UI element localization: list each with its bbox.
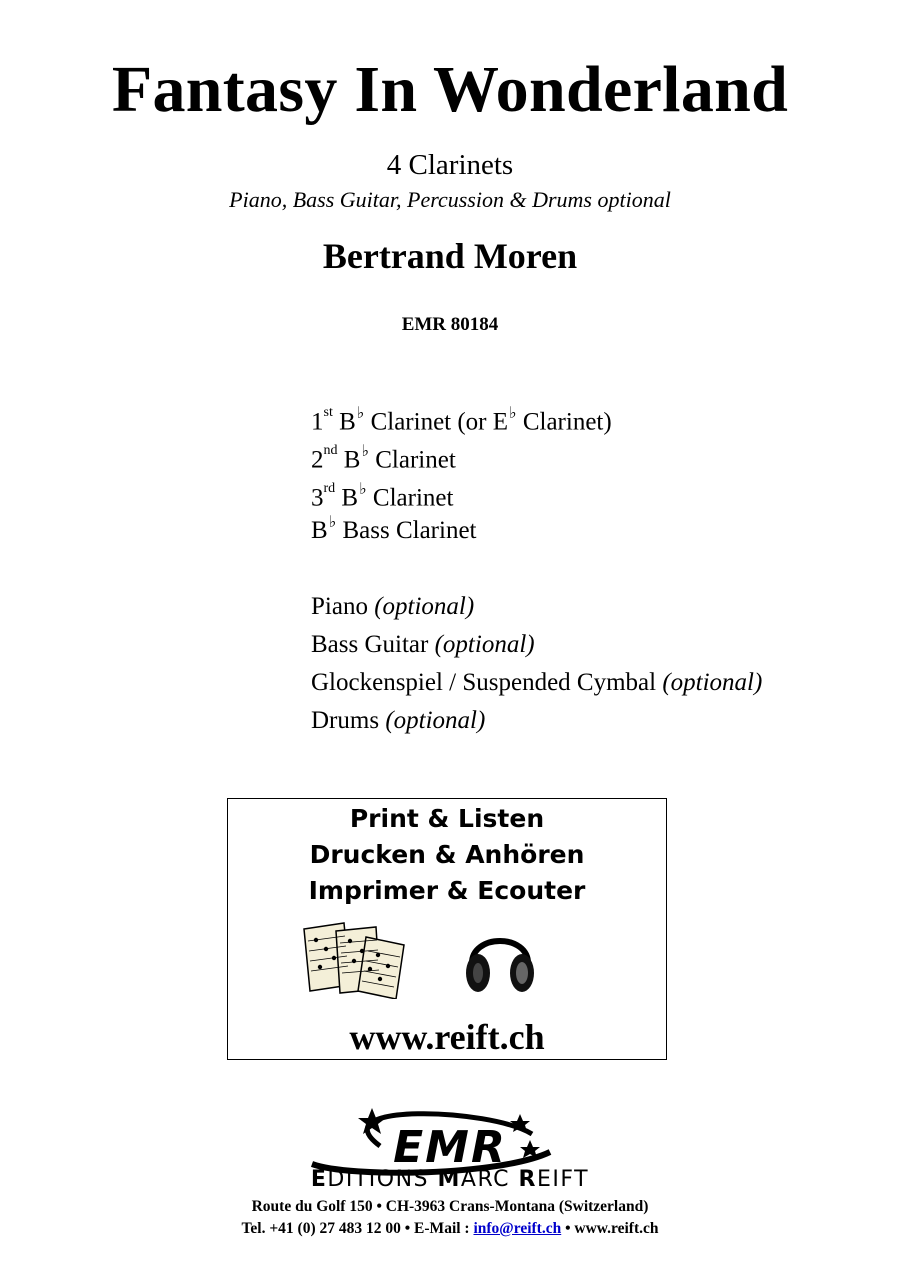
promo-line-french: Imprimer & Ecouter — [308, 876, 586, 905]
catalog-number: EMR 80184 — [401, 314, 499, 335]
publisher-address: Route du Golf 150 • CH-3963 Crans-Montana (Switzerland) — [251, 1198, 649, 1215]
email-link[interactable]: info@reift.ch — [473, 1220, 562, 1237]
composer-name: Bertrand Moren — [322, 236, 578, 276]
optional-instruments-line: Piano, Bass Guitar, Percussion & Drums optional — [229, 187, 671, 212]
promo-line-german: Drucken & Anhören — [309, 840, 585, 869]
page-title: Fantasy In Wonderland — [111, 53, 789, 126]
optional-parts-list — [311, 590, 762, 742]
part-item: 1st B♭ Clarinet (or E♭ Clarinet) — [311, 405, 612, 436]
optional-part-item: Piano (optional) — [311, 593, 475, 620]
print-listen-box — [227, 798, 667, 1060]
parts-list — [311, 400, 612, 552]
part-item: B♭ Bass Clarinet — [311, 514, 477, 544]
sheet-music-icon — [300, 919, 410, 999]
promo-line-english: Print & Listen — [349, 804, 545, 833]
instrumentation-subtitle: 4 Clarinets — [386, 149, 514, 181]
headphones-icon — [464, 921, 536, 999]
optional-part-item: Glockenspiel / Suspended Cymbal (optional) — [311, 669, 763, 696]
website-url[interactable]: www.reift.ch — [349, 1017, 545, 1057]
part-item: 2nd B♭ Clarinet — [311, 443, 456, 474]
publisher-contact: Tel. +41 (0) 27 483 12 00 • E-Mail : info@reift.ch • www.reift.ch — [241, 1220, 659, 1237]
optional-part-item: Drums (optional) — [311, 707, 486, 734]
publisher-name: EDITIONS MARC REIFT — [310, 1167, 590, 1192]
logo-wordmark: EMR — [393, 1122, 507, 1173]
optional-part-item: Bass Guitar (optional) — [311, 631, 535, 658]
part-item: 3rd B♭ Clarinet — [311, 481, 454, 512]
